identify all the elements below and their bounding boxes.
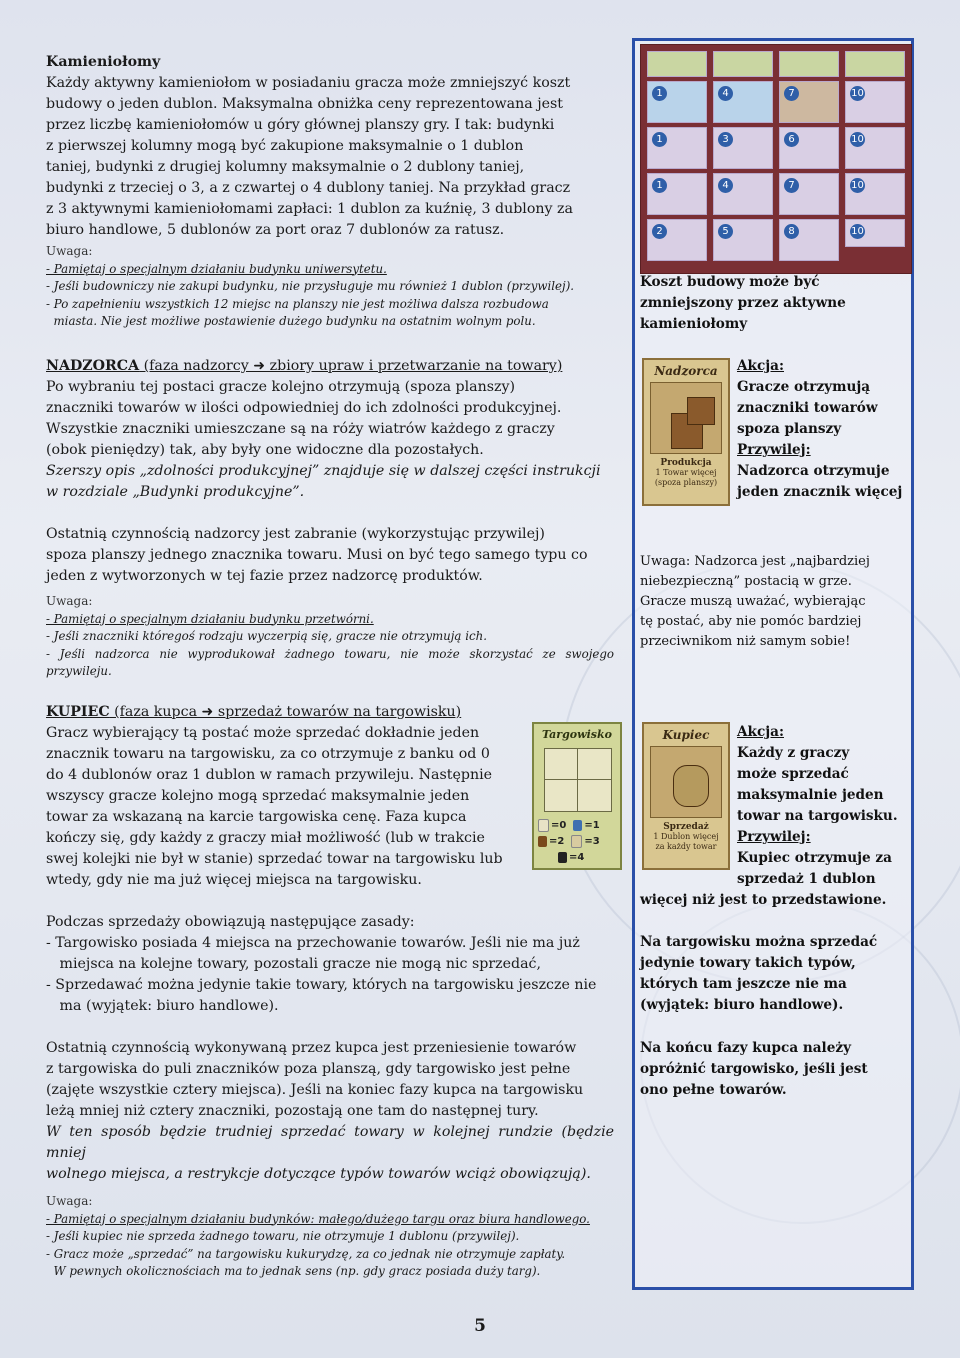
info-line: towar na targowisku.: [737, 808, 898, 824]
building-tile: [779, 173, 839, 215]
card-desc: za każdy towar: [655, 842, 717, 851]
section-heading: [46, 702, 614, 723]
przywilej-label: Przywilej:: [737, 442, 811, 458]
text-line: spoza planszy jednego znacznika towaru. Musi on być tego samego typu co: [46, 547, 588, 563]
note: miasta. Nie jest możliwe postawienie dużego budynku na ostatnim wolnym polu.: [46, 314, 536, 328]
building-tile: [647, 173, 707, 215]
cost-number: 6: [784, 132, 799, 147]
heading-name: KUPIEC: [46, 704, 110, 720]
text-line: W ten sposób będzie trudniej sprzedać towary w kolejnej rundzie (będzie mniej: [46, 1124, 614, 1161]
note-line: Na końcu fazy kupca należy: [640, 1040, 851, 1056]
text-line: z targowiska do puli znaczników poza planszą, gdy targowisko jest pełne: [46, 1061, 571, 1077]
building-tile: [647, 219, 707, 261]
card-subtitle: Sprzedaż: [663, 822, 709, 832]
price: =4: [569, 852, 585, 863]
targowisko-card: [532, 722, 622, 870]
note: W pewnych okolicznościach ma to jednak sens (np. gdy gracz posiada duży targ).: [46, 1264, 541, 1278]
building-tile: [845, 127, 905, 169]
text-line: leżą mniej niż cztery znaczniki, pozostają one tam do następnej tury.: [46, 1103, 539, 1119]
building-tile: [713, 127, 773, 169]
text-line: Ostatnią czynnością nadzorcy jest zabranie (wykorzystując przywilej): [46, 526, 545, 542]
cost-number: 10: [851, 134, 864, 145]
building-tile: [779, 127, 839, 169]
page-number: 5: [474, 1316, 486, 1336]
warning-line: tę postać, aby nie pomóc bardziej: [640, 614, 862, 629]
building-tile: [647, 81, 707, 123]
barrel-icon: [573, 820, 582, 831]
note: - Jeśli nadzorca nie wyprodukował żadnego towaru, nie może skorzystać ze swojego przywileju.: [46, 646, 614, 678]
text-line: wolnego miejsca, a restrykcje dotyczące typów towarów wciąż obowiązują).: [46, 1166, 591, 1182]
text-line: znaczniki towarów w ilości odpowiedniej do ich zdolności produkcyjnej.: [46, 400, 562, 416]
text-line: Ostatnią czynnością wykonywaną przez kupca jest przeniesienie towarów: [46, 1040, 577, 1056]
info-line: Kupiec otrzymuje za: [737, 850, 892, 866]
cost-number: 5: [718, 224, 733, 239]
akcja-label: Akcja:: [737, 724, 784, 740]
heading-rest: (faza nadzorcy ➜ zbiory upraw i przetwarzanie na towary): [139, 358, 563, 374]
card-desc: 1 Dublon więcej: [653, 832, 719, 841]
text-line: Wszystkie znaczniki umieszczane są na róży wiatrów każdego z graczy: [46, 421, 555, 437]
warning-line: Gracze muszą uważać, wybierając: [640, 594, 866, 609]
barrel-icon: [558, 852, 567, 863]
text-line: biuro handlowe, 5 dublonów za port oraz 7 dublonów za ratusz.: [46, 222, 505, 238]
building-tile: [713, 219, 773, 261]
building-tile: [845, 173, 905, 215]
text-line: Podczas sprzedaży obowiązują następujące zasady:: [46, 914, 415, 930]
price: =0: [551, 820, 567, 831]
cost-number: 3: [718, 132, 733, 147]
price: =3: [584, 836, 600, 847]
note-line: których tam jeszcze nie ma: [640, 976, 847, 992]
cost-number: 10: [851, 180, 864, 191]
kupiec-info-tail: [640, 890, 886, 911]
warning-line: przeciwnikom niż samym sobie!: [640, 634, 851, 649]
caption-line: kamieniołomy: [640, 316, 748, 332]
note-line: ono pełne towarów.: [640, 1082, 787, 1098]
info-line: jeden znacznik więcej: [737, 484, 903, 500]
note-line: (wyjątek: biuro handlowe).: [640, 997, 844, 1013]
kamieniolomy-section: [46, 52, 614, 331]
text-line: (zajęte wszystkie cztery miejsca). Jeśli na koniec fazy kupca na targowisku: [46, 1082, 584, 1098]
card-title: Targowisko: [542, 728, 612, 741]
price: =2: [549, 836, 565, 847]
text-line: Gracz wybierający tą postać może sprzedać dokładnie jeden: [46, 725, 480, 741]
market-slots: [544, 748, 612, 812]
nadzorca-section: [46, 356, 614, 681]
rule-line: - Targowisko posiada 4 miejsca na przechowanie towarów. Jeśli nie ma już: [46, 935, 580, 951]
cost-number: 1: [652, 86, 667, 101]
kupiec-section: [46, 702, 614, 1281]
note: - Gracz może „sprzedać” na targowisku kukurydzę, za co jednak nie otrzymuje zapłaty.: [46, 1246, 566, 1261]
kupiec-card: [642, 722, 730, 870]
nadzorca-card: [642, 358, 730, 506]
barrel-icon: [538, 819, 549, 832]
info-line: więcej niż jest to przedstawione.: [640, 892, 887, 908]
section-heading: [46, 356, 614, 377]
cost-number: 2: [652, 224, 667, 239]
caption-line: Koszt budowy może być: [640, 274, 820, 290]
text-line: Po wybraniu tej postaci gracze kolejno otrzymują (spoza planszy): [46, 379, 516, 395]
text-line: z 3 aktywnymi kamieniołomami zapłaci: 1 dublon za kuźnię, 3 dublony za: [46, 201, 573, 217]
note: - Po zapełnieniu wszystkich 12 miejsc na planszy nie jest możliwa dalsza rozbudowa: [46, 296, 549, 311]
quarry-tile: [779, 51, 839, 77]
building-tile: [779, 219, 839, 261]
cost-number: 7: [784, 178, 799, 193]
warning-line: Uwaga: Nadzorca jest „najbardziej: [640, 554, 870, 569]
building-tile: [713, 173, 773, 215]
board-illustration: [640, 44, 912, 274]
info-line: znaczniki towarów: [737, 400, 878, 416]
info-line: Nadzorca otrzymuje: [737, 463, 890, 479]
text-line: jeden z wytworzonych w tej fazie przez nadzorcę produktów.: [46, 568, 483, 584]
text-line: towar za wskazaną na karcie targowiska cenę. Faza kupca: [46, 809, 467, 825]
note-line: opróżnić targowisko, jeśli jest: [640, 1061, 868, 1077]
card-title: Kupiec: [662, 728, 710, 742]
note: - Pamiętaj o specjalnym działaniu budynków: małego/dużego targu oraz biura handlowego.: [46, 1211, 590, 1226]
text-line: kończy się, gdy każdy z graczy miał możliwość (lub w trakcie: [46, 830, 485, 846]
quarry-tile: [845, 51, 905, 77]
info-line: sprzedaż 1 dublon: [737, 871, 876, 887]
barrel-icon: [538, 836, 547, 847]
text-line: Każdy aktywny kamieniołom w posiadaniu gracza może zmniejszyć koszt: [46, 75, 571, 91]
info-line: Każdy z graczy: [737, 745, 850, 761]
note: - Jeśli budowniczy nie zakupi budynku, nie przysługuje mu również 1 dublon (przywilej).: [46, 279, 575, 293]
market-prices: [538, 818, 618, 866]
cost-number: 10: [851, 226, 864, 237]
text-line: z pierwszej kolumny mogą być zakupione maksymalnie o 1 dublon: [46, 138, 524, 154]
section-title: Kamieniołomy: [46, 54, 161, 70]
building-tile: [779, 81, 839, 123]
note: - Jeśli znaczniki któregoś rodzaju wyczerpią się, gracze nie otrzymują ich.: [46, 629, 487, 643]
cost-number: 8: [784, 224, 799, 239]
note: - Jeśli kupiec nie sprzeda żadnego towaru, nie otrzymuje 1 dublonu (przywilej).: [46, 1229, 520, 1243]
nadzorca-info: [737, 356, 902, 503]
price: =1: [584, 820, 600, 831]
info-line: maksymalnie jeden: [737, 787, 884, 803]
akcja-label: Akcja:: [737, 358, 784, 374]
nadzorca-warning: [640, 552, 870, 652]
cost-number: 4: [718, 86, 733, 101]
kupiec-info: [737, 722, 898, 890]
text-line: taniej, budynki z drugiej kolumny maksymalnie o 2 dublony taniej,: [46, 159, 525, 175]
uwaga-label: Uwaga:: [46, 594, 93, 608]
note-line: Na targowisku można sprzedać: [640, 934, 878, 950]
note: - Pamiętaj o specjalnym działaniu budynku przetwórni.: [46, 611, 374, 626]
building-tile: [713, 81, 773, 123]
card-desc: (spoza planszy): [654, 478, 718, 487]
barrel-icon: [571, 835, 582, 848]
text-line: w rozdziale „Budynki produkcyjne”.: [46, 484, 305, 500]
building-tile: [647, 127, 707, 169]
caption-line: zmniejszony przez aktywne: [640, 295, 846, 311]
text-line: swej kolejki nie był w stanie) sprzedać towar na targowisku lub: [46, 851, 503, 867]
quarry-tile: [647, 51, 707, 77]
rule-line: - Sprzedawać można jedynie takie towary, których na targowisku jeszcze nie: [46, 977, 597, 993]
rule-line: ma (wyjątek: biuro handlowe).: [46, 998, 279, 1014]
text-line: wszyscy gracze kolejno mogą sprzedać maksymalnie jeden: [46, 788, 470, 804]
card-title: Nadzorca: [654, 364, 718, 378]
text-line: budynki z trzeciej o 3, a z czwartej o 4 dublony taniej. Na przykład gracz: [46, 180, 571, 196]
heading-rest: (faza kupca ➜ sprzedaż towarów na targowisku): [109, 704, 462, 720]
end-note: [640, 1038, 868, 1101]
cost-number: 7: [784, 86, 799, 101]
crates-illustration: [650, 382, 722, 454]
cost-number: 10: [851, 88, 864, 99]
cost-number: 1: [652, 132, 667, 147]
cost-number: 1: [652, 178, 667, 193]
info-line: może sprzedać: [737, 766, 849, 782]
note-line: jedynie towary takich typów,: [640, 955, 856, 971]
board-caption: [640, 272, 846, 335]
card-desc: 1 Towar więcej: [655, 468, 717, 477]
text-line: (obok pieniędzy) tak, aby były one widoczne dla pozostałych.: [46, 442, 484, 458]
note: - Pamiętaj o specjalnym działaniu budynku uniwersytetu.: [46, 261, 387, 276]
text-line: wtedy, gdy nie ma już więcej miejsca na targowisku.: [46, 872, 422, 888]
text-line: do 4 dublonów oraz 1 dublon w ramach przywileju. Następnie: [46, 767, 493, 783]
market-note: [640, 932, 877, 1016]
coin-bag-illustration: [650, 746, 722, 818]
building-tile: [845, 81, 905, 123]
rule-line: miejsca na kolejne towary, pozostali gracze nie mogą nic sprzedać,: [46, 956, 541, 972]
uwaga-label: Uwaga:: [46, 1194, 93, 1208]
quarry-tile: [713, 51, 773, 77]
text-line: budowy o jeden dublon. Maksymalna obniżka ceny reprezentowana jest: [46, 96, 563, 112]
card-subtitle: Produkcja: [660, 458, 712, 468]
text-line: znacznik towaru na targowisku, za co otrzymuje z banku od 0: [46, 746, 490, 762]
building-tile: [845, 219, 905, 247]
cost-number: 4: [718, 178, 733, 193]
text-line: przez liczbę kamieniołomów u góry głównej planszy gry. I tak: budynki: [46, 117, 555, 133]
text-line: Szerszy opis „zdolności produkcyjnej” znajduje się w dalszej części instrukcji: [46, 463, 601, 479]
przywilej-label: Przywilej:: [737, 829, 811, 845]
warning-line: niebezpieczną” postacią w grze.: [640, 574, 852, 589]
heading-name: NADZORCA: [46, 358, 140, 374]
info-line: Gracze otrzymują: [737, 379, 871, 395]
info-line: spoza planszy: [737, 421, 842, 437]
uwaga-label: Uwaga:: [46, 244, 93, 258]
